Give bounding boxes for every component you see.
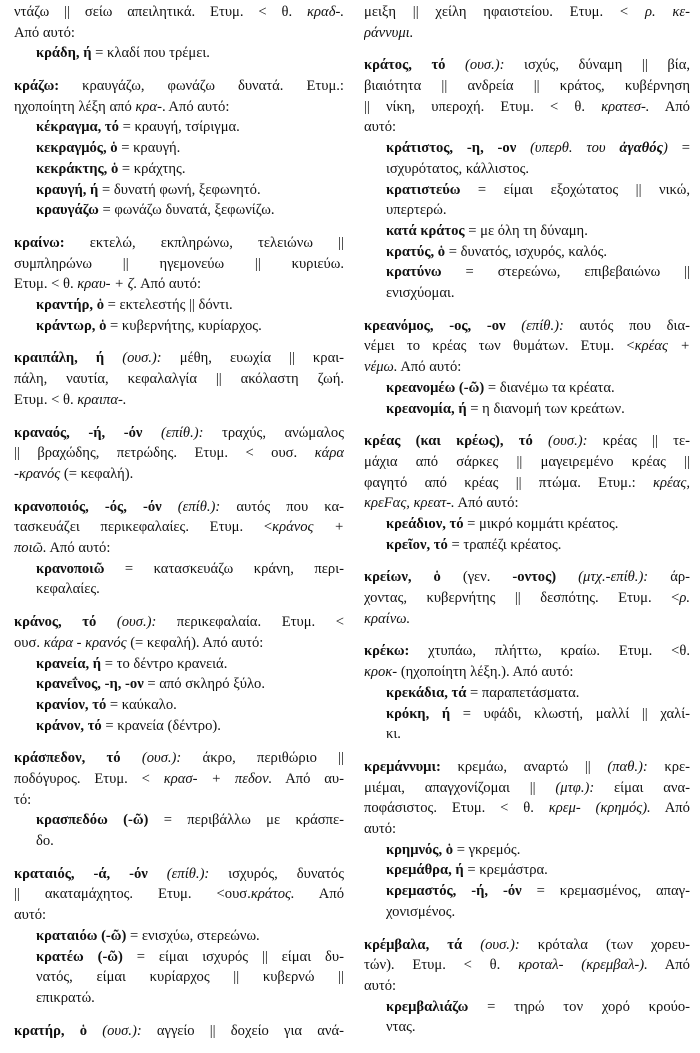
headword: κραταιόω (-ῶ) xyxy=(36,927,127,944)
text: νέμει το κρέας των θυμάτων. Ετυμ. < xyxy=(364,338,635,355)
text: μέθη, ευωχία || κραι- xyxy=(161,350,344,367)
text: τό: xyxy=(14,791,32,808)
italic-text: (ουσ.): xyxy=(120,750,182,767)
text: άρ- xyxy=(648,569,690,586)
text: (ηχοποίητη λέξη.). Από αυτό: xyxy=(397,664,574,681)
text: αυτό: xyxy=(364,821,397,838)
headword: κραταιός, -ά, -όν xyxy=(14,865,148,882)
sub-entry-line xyxy=(14,988,344,1009)
italic-text: κάρα xyxy=(314,445,344,462)
entry-line xyxy=(364,609,690,630)
text: βιαιότητα || ανδρεία || κράτος, κυβέρνηση xyxy=(364,78,690,95)
dictionary-entry xyxy=(364,316,690,419)
headword: κραυγή, ή xyxy=(36,181,99,198)
italic-text: κρεμ- (κρημός). xyxy=(548,800,651,817)
text: || νίκη, υπεροχή. Ετυμ. < θ. xyxy=(364,98,602,115)
italic-text: (ουσ.): xyxy=(96,614,157,631)
sub-entry-line xyxy=(14,159,344,180)
headword: κρεανομία, ή xyxy=(386,400,467,417)
sub-entry-line xyxy=(364,159,690,180)
text: (= κεφαλή). xyxy=(60,465,134,482)
text: κρε- xyxy=(647,758,690,775)
text: = καύκαλο. xyxy=(106,696,177,713)
entry-line xyxy=(364,117,690,138)
headword: κρεμαστός, -ή, -όν xyxy=(386,883,522,900)
sub-entry-line xyxy=(14,117,344,138)
italic-text: (ουσ.): xyxy=(445,57,505,74)
text: = κατασκευάζω κράνη, περι- xyxy=(104,560,344,577)
headword: κράνον, τό xyxy=(36,717,102,734)
sub-entry-line xyxy=(14,180,344,201)
headword: κραιπάλη, ή xyxy=(14,350,105,367)
sub-entry-line xyxy=(14,926,344,947)
headword: κέκραγμα, τό xyxy=(36,119,119,136)
headword: κραντήρ, ὁ xyxy=(36,297,104,314)
text: = μικρό κομμάτι κρέατος. xyxy=(463,515,619,532)
text: αυτό: xyxy=(14,907,47,924)
headword: κρατύνω xyxy=(386,264,442,281)
entry-line xyxy=(364,23,690,44)
text: = γκρεμός. xyxy=(453,841,521,858)
entry-line xyxy=(14,497,344,518)
entry-line xyxy=(14,1021,344,1042)
headword: κατά κράτος xyxy=(386,222,465,239)
headword: κρόκη, ή xyxy=(386,705,451,722)
entry-line xyxy=(14,254,344,275)
italic-text: (επίθ.): xyxy=(142,424,204,441)
continued-entry xyxy=(364,2,690,43)
headword: κράτος, τό xyxy=(364,57,446,74)
text: = τραπέζι κρέατος. xyxy=(447,536,562,553)
text: ποφάσιστος. Ετυμ. < θ. xyxy=(364,800,549,817)
text: = κράχτης. xyxy=(118,160,186,177)
text: = στερεώνω, επιβεβαιώνω || xyxy=(441,264,690,281)
text: ντάζω || σείω απειλητικά. Ετυμ. < θ. xyxy=(14,4,308,20)
text: = κραυγή, τσίριγμα. xyxy=(118,119,240,136)
italic-text: (επίθ.): xyxy=(147,865,210,882)
text: = από σκληρό ξύλο. xyxy=(143,676,266,693)
italic-text: κροταλ- (κρεμβαλ-). xyxy=(518,957,648,974)
text: τασκευάζει περικεφαλαίες. Ετυμ. < xyxy=(14,519,273,536)
text: ηχοποίητη λέξη από xyxy=(14,98,136,115)
headword: κρεάδιον, τό xyxy=(386,515,464,532)
entry-line xyxy=(364,76,690,97)
entry-line xyxy=(14,390,344,411)
text: άκρο, περιθώριο || xyxy=(181,750,344,767)
text: = δυνατός, ισχυρός, καλός. xyxy=(445,243,608,260)
italic-text: -κρανός xyxy=(14,465,61,482)
text: αυτός που κα- xyxy=(220,498,344,515)
entry-line xyxy=(14,423,344,444)
text: ισχυρός, δυνατός xyxy=(209,865,344,882)
text: υπερτερώ. xyxy=(386,202,447,219)
sub-entry-line xyxy=(14,967,344,988)
text: μιέμαι, απαγχονίζομαι || xyxy=(364,779,556,796)
headword: κρανεία, ή xyxy=(36,655,102,672)
headword: κρανίον, τό xyxy=(36,696,107,713)
headword: κρανεΐνος, -η, -ον xyxy=(36,676,144,693)
headword: κρεανομέω (-ῶ) xyxy=(386,379,485,396)
entry-line xyxy=(14,538,344,559)
dictionary-entry xyxy=(14,348,344,410)
dictionary-entry xyxy=(14,1021,344,1042)
text: τών). Ετυμ. < θ. xyxy=(364,957,519,974)
headword: κρανοποιῶ xyxy=(36,560,105,577)
text: χονισμένος. xyxy=(386,903,456,920)
italic-text: ρ. κε- xyxy=(644,4,690,20)
headword: κρημνός, ὁ xyxy=(386,841,454,858)
entry-line xyxy=(364,336,690,357)
entry-line xyxy=(14,2,344,23)
text: αυτό: xyxy=(364,119,397,136)
sub-entry-line xyxy=(14,831,344,852)
italic-text: κρασ- + πεδον. xyxy=(163,771,273,787)
sub-entry-line xyxy=(14,947,344,968)
text: ισχύς, δύναμη || βία, xyxy=(504,57,690,74)
italic-text: κρέας + xyxy=(634,338,690,355)
headword: κρασπεδόω (-ῶ) xyxy=(36,812,149,829)
entry-line xyxy=(364,778,690,799)
text: Από xyxy=(647,957,690,974)
text: πάλη, ναυτία, κεφαλαλγία || ακόλαστη ζωή. xyxy=(14,371,344,388)
headword: κράζω: xyxy=(14,78,60,95)
sub-entry-line xyxy=(364,997,690,1018)
entry-line xyxy=(14,905,344,926)
sub-entry-line xyxy=(364,683,690,704)
text: κρεμάω, αναρτώ || xyxy=(440,758,608,775)
text: . Από αυτό: xyxy=(161,98,230,115)
text: ντας. xyxy=(386,1019,416,1036)
entry-line xyxy=(364,357,690,378)
entry-line xyxy=(364,641,690,662)
italic-text: (παθ.): xyxy=(607,758,648,775)
headword: κρέας (και κρέως), τό xyxy=(364,433,533,450)
sub-entry-line xyxy=(364,514,690,535)
text: = διανέμω τα κρέατα. xyxy=(484,379,615,396)
italic-text: (μτφ.): xyxy=(555,779,595,796)
text: ποδόγυρος. Ετυμ. < xyxy=(14,771,164,787)
headword: κρέμβαλα, τά xyxy=(364,936,463,953)
dictionary-entry xyxy=(14,748,344,851)
italic-text: ρ. xyxy=(679,590,690,607)
entry-line xyxy=(14,348,344,369)
entry-line xyxy=(14,884,344,905)
entry-line xyxy=(364,97,690,118)
italic-text: (ουσ.): xyxy=(87,1022,142,1039)
sub-entry-line xyxy=(14,295,344,316)
headword: κρείων, ὁ xyxy=(364,569,441,586)
entry-line xyxy=(14,633,344,654)
sub-entry-line xyxy=(14,316,344,337)
text: Από αυτό: xyxy=(46,540,111,557)
italic-text: ποιῶ. xyxy=(14,540,47,557)
italic-text: (μτχ.-επίθ.): xyxy=(556,569,649,586)
text: φαγητό από κρέας || πτώμα. Ετυμ.: xyxy=(364,474,653,491)
sub-entry-line xyxy=(364,535,690,556)
text: επικρατώ. xyxy=(36,989,95,1006)
right-column xyxy=(364,2,690,1050)
sub-entry-line xyxy=(364,378,690,399)
text: αυτός που δια- xyxy=(563,317,690,334)
text: δο. xyxy=(36,833,54,850)
text: αγγείο || δοχείο για ανά- xyxy=(141,1022,344,1039)
italic-text: ἀγαθός xyxy=(619,140,664,157)
text: || βραχώδης, πετρώδης. Ετυμ. < ουσ. xyxy=(14,445,315,462)
entry-line xyxy=(14,464,344,485)
dictionary-entry xyxy=(14,497,344,600)
text: = κραυγή. xyxy=(117,140,181,157)
dictionary-entry xyxy=(14,423,344,485)
headword: κρέκω: xyxy=(364,643,410,660)
dictionary-entry xyxy=(364,757,690,923)
sub-entry-line xyxy=(364,881,690,902)
text: κεφαλαίες. xyxy=(36,581,100,598)
continued-entry xyxy=(14,2,344,64)
entry-line xyxy=(14,23,344,44)
entry-line xyxy=(364,55,690,76)
headword: κρατύς, ὁ xyxy=(386,243,446,260)
text: Από αυτό: xyxy=(14,24,75,41)
text: μειξη || χείλη ηφαιστείου. Ετυμ. < xyxy=(364,4,645,20)
italic-text: κραδ-. xyxy=(307,4,344,20)
sub-entry-line xyxy=(364,840,690,861)
italic-text: (ουσ.): xyxy=(104,350,162,367)
dictionary-entry xyxy=(364,935,690,1038)
dictionary-entry xyxy=(14,76,344,221)
text: νατός, είμαι κυρίαρχος || κυβερνώ || xyxy=(36,969,344,986)
italic-text: (υπερθ. του xyxy=(516,140,620,157)
sub-entry-line xyxy=(14,654,344,675)
text: = δυνατή φωνή, ξεφωνητό. xyxy=(98,181,261,198)
headword: κρεμβαλιάζω xyxy=(386,998,469,1015)
entry-line xyxy=(14,233,344,254)
text: || ακαταμάχητος. Ετυμ. <ουσ. xyxy=(14,886,251,903)
headword: κράντωρ, ὁ xyxy=(36,317,107,334)
text: εκτελώ, εκπληρώνω, τελειώνω || xyxy=(64,235,344,251)
text: Από xyxy=(650,800,690,817)
headword: κράσπεδον, τό xyxy=(14,750,121,767)
italic-text: κάρα - κρανός xyxy=(43,634,127,651)
entry-line xyxy=(14,76,344,97)
entry-line xyxy=(364,2,690,23)
italic-text: κραιπα-. xyxy=(77,391,127,408)
italic-text: (ουσ.): xyxy=(462,936,520,953)
headword: κρεκάδια, τά xyxy=(386,684,467,701)
text: = κρεμασμένος, απαγ- xyxy=(521,883,690,900)
text: = με όλη τη δύναμη. xyxy=(464,222,588,239)
sub-entry-line xyxy=(364,1017,690,1038)
headword: κρεμάθρα, ή xyxy=(386,862,464,879)
text: (= κεφαλή). Από αυτό: xyxy=(126,634,264,651)
sub-entry-line xyxy=(364,902,690,923)
text: = κρανεία (δέντρο). xyxy=(101,717,221,734)
headword: κρεῖον, τό xyxy=(386,536,448,553)
text: χοντας, κυβερνήτης || δεσπότης. Ετυμ. < xyxy=(364,590,680,607)
entry-line xyxy=(14,443,344,464)
headword: κρεμάννυμι: xyxy=(364,758,441,775)
text: κι. xyxy=(386,726,401,743)
text: = φωνάζω δυνατά, ξεφωνίζω. xyxy=(98,202,275,219)
dictionary-entry xyxy=(14,612,344,736)
text: είμαι ανα- xyxy=(594,779,690,796)
entry-line xyxy=(364,473,690,494)
dictionary-entry xyxy=(364,641,690,744)
text: συμπληρώνω || ηγεμονεύω || κυριεύω. xyxy=(14,255,344,272)
sub-entry-line xyxy=(14,559,344,580)
entry-line xyxy=(14,369,344,390)
text: Από xyxy=(649,98,690,115)
text: = υφάδι, κλωστή, μαλλί || χαλί- xyxy=(450,705,690,722)
italic-text: (επίθ.): xyxy=(505,317,564,334)
entry-line xyxy=(364,588,690,609)
text: Από αυτό: xyxy=(397,359,462,376)
sub-entry-line xyxy=(364,242,690,263)
sub-entry-line xyxy=(364,138,690,159)
text: = ενισχύω, στερεώνω. xyxy=(126,927,260,944)
text: = παραπετάσματα. xyxy=(466,684,580,701)
text: κρέας || τε- xyxy=(587,433,690,450)
text: ουσ. xyxy=(14,634,44,651)
text: = κυβερνήτης, κυρίαρχος. xyxy=(106,317,262,334)
entry-line xyxy=(364,662,690,683)
headword: κρεανόμος, -ος, -ον xyxy=(364,317,506,334)
text: μάχια από σάρκες || μαγειρεμένο κρέας || xyxy=(364,453,690,470)
entry-line xyxy=(364,452,690,473)
italic-text: κρα- xyxy=(135,98,162,115)
italic-text: κράτος. xyxy=(250,886,295,903)
entry-line xyxy=(14,864,344,885)
headword: κραυγάζω xyxy=(36,202,99,219)
text: = περιβάλλω με κράσπε- xyxy=(148,812,344,829)
dictionary-entry xyxy=(364,431,690,555)
headword: κράτιστος, -η, -ον xyxy=(386,140,517,157)
entry-line xyxy=(14,97,344,118)
italic-text: κρέας, xyxy=(653,474,690,491)
italic-text: κρατεσ-. xyxy=(601,98,650,115)
sub-entry-line xyxy=(364,221,690,242)
entry-line xyxy=(14,748,344,769)
text: τραχύς, ανώμαλος xyxy=(203,424,344,441)
text: Ετυμ. < θ. xyxy=(14,276,78,293)
entry-line xyxy=(364,757,690,778)
text: (γεν. xyxy=(440,569,513,586)
text: Από αυτό: xyxy=(137,276,202,293)
entry-line xyxy=(14,790,344,811)
sub-entry-line xyxy=(14,695,344,716)
italic-text: κραίνω. xyxy=(364,610,411,627)
text: = το δέντρο κρανειά. xyxy=(101,655,228,672)
headword: κρατήρ, ὁ xyxy=(14,1022,88,1039)
sub-entry-line xyxy=(364,180,690,201)
entry-line xyxy=(364,976,690,997)
entry-line xyxy=(364,935,690,956)
headword: κεκραγμός, ὁ xyxy=(36,140,118,157)
entry-line xyxy=(364,431,690,452)
italic-text: (ουσ.): xyxy=(532,433,588,450)
sub-entry-line xyxy=(14,674,344,695)
entry-line xyxy=(364,493,690,514)
entry-line xyxy=(14,517,344,538)
italic-text: κροκ- xyxy=(364,664,398,681)
text: κρόταλα (των χορευ- xyxy=(519,936,690,953)
headword: -οντος) xyxy=(512,569,557,586)
sub-entry-line xyxy=(364,262,690,283)
text: κραυγάζω, φωνάζω δυνατά. Ετυμ.: xyxy=(59,78,344,95)
italic-text: (επίθ.): xyxy=(161,498,221,515)
text: Ετυμ. < θ. xyxy=(14,391,78,408)
sub-entry-line xyxy=(14,200,344,221)
text: = είμαι εξοχώτατος || νικώ, xyxy=(460,181,690,198)
dictionary-entry xyxy=(364,567,690,629)
text: Από xyxy=(294,886,344,903)
entry-line xyxy=(364,955,690,976)
dictionary-entry xyxy=(14,233,344,336)
headword: κρανοποιός, -ός, -όν xyxy=(14,498,162,515)
headword: κραναός, -ή, -όν xyxy=(14,424,143,441)
sub-entry-line xyxy=(364,200,690,221)
text: Από αυτό: xyxy=(454,495,519,512)
italic-text: κρεFας, κρεατ-. xyxy=(364,495,455,512)
entry-line xyxy=(364,798,690,819)
text: = κλαδί που τρέμει. xyxy=(91,45,210,62)
sub-entry-line xyxy=(364,860,690,881)
text: = είμαι ισχυρός || είμαι δυ- xyxy=(122,948,344,965)
entry-line xyxy=(14,612,344,633)
text: αυτό: xyxy=(364,977,397,994)
italic-text: νέμω. xyxy=(364,359,398,376)
text: = τηρώ τον χορό κρούο- xyxy=(468,998,690,1015)
text: περικεφαλαία. Ετυμ. < xyxy=(156,614,344,631)
headword: κραίνω: xyxy=(14,235,65,251)
sub-entry-line xyxy=(14,579,344,600)
text: ισχυρότατος, κάλλιστος. xyxy=(386,160,530,177)
sub-entry-line xyxy=(364,704,690,725)
text: = κρεμάστρα. xyxy=(463,862,548,879)
dictionary-entry xyxy=(14,864,344,1009)
italic-text: ) xyxy=(663,140,668,157)
italic-text: κράνος + xyxy=(272,519,344,536)
entry-line xyxy=(364,316,690,337)
sub-entry-line xyxy=(14,810,344,831)
sub-entry-line xyxy=(14,716,344,737)
headword: κρατέω (-ῶ) xyxy=(36,948,123,965)
sub-entry-line xyxy=(14,43,344,64)
text: = η διανομή των κρεάτων. xyxy=(466,400,625,417)
text: ενισχύομαι. xyxy=(386,285,455,302)
text: = εκτελεστής || δόντι. xyxy=(104,297,233,314)
italic-text: κραυ- + ζ. xyxy=(77,276,138,293)
entry-line xyxy=(14,769,344,790)
headword: κράδη, ή xyxy=(36,45,92,62)
dictionary-entry xyxy=(364,55,690,303)
entry-line xyxy=(364,819,690,840)
entry-line xyxy=(364,567,690,588)
left-column xyxy=(14,2,344,1053)
headword: κράνος, τό xyxy=(14,614,97,631)
sub-entry-line xyxy=(364,399,690,420)
text: χτυπάω, πλήττω, κραίω. Ετυμ. <θ. xyxy=(409,643,690,660)
entry-line xyxy=(14,274,344,295)
headword: κρατιστεύω xyxy=(386,181,461,198)
text: = xyxy=(667,140,690,157)
sub-entry-line xyxy=(364,724,690,745)
italic-text: ράννυμι. xyxy=(364,24,414,41)
headword: κεκράκτης, ὁ xyxy=(36,160,119,177)
sub-entry-line xyxy=(14,138,344,159)
sub-entry-line xyxy=(364,283,690,304)
text: Από αυ- xyxy=(272,771,344,787)
